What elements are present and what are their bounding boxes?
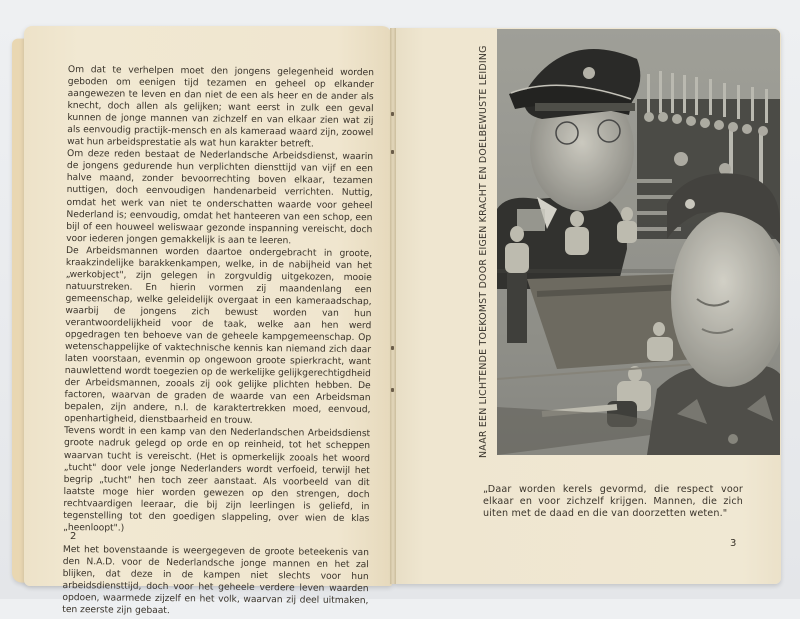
paragraph: Met het bovenstaande is weergegeven de groote beteekenis van den N.A.D. voor de Nederlandsche jonge mannen en het zal blijken, dat deze in de kampen niet slechts voor hun arbeidsdiensttijd, doch voor het geheele verdere leven waarden opdoen, waarmede zijzelf en het volk, waarvan zij deel uitmaken, ten zeerste zijn gebaat. bbox=[62, 543, 369, 617]
left-page-body bbox=[62, 64, 374, 619]
staple-stitch bbox=[391, 150, 394, 154]
paragraph: Tevens wordt in een kamp van den Nederlandschen Arbeidsdienst groote nadruk gelegd op orde en op reinheid, tot het scheppen waarvan tucht is vereischt. (Het is opmerkelijk zooals het woord „tucht" door vele jonge Nederlanders wordt verfoeid, terwijl het begrip „tucht" hen toch zeer aanstaat. Als voorbeeld van dit laatste moge hier worden gewezen op den strengen, doch rechtvaardigen leeraar, die bij zijn leerlingen is geliefd, in tegenstelling tot den goedigen slappeling, over wien de klas „heenloopt".) bbox=[63, 425, 371, 534]
paragraph: De Arbeidsmannen worden daartoe ondergebracht in groote, kraakzindelijke barakkenkampen, welke, in de nabijheid van het „werkobject", zijn gelegen in zorgvuldig uitgekozen, mooie natuurstreken. En hierin vormen zij maandenlang een gemeenschap, welke geleidelijk overgaat in een kameraadschap, waarbij de jongens zich bewust worden van hun verantwoordelijkheid voor de taak, welke aan hen werd opgedragen ten behoeve van de geheele kampgemeenschap. Op wetenschappelijke of vaktechnische kennis kan niemand zich daar laten voorstaan, evenmin op ongewoon groote spierkracht, want nauwlettend wordt toegezien op de werkelijke gelijkgerechtigdheid der Arbeidsmannen, zooals zij ook gelijke plichten hebben. De factoren, waarvan de graden de waarde van een Arbeidsman bepalen, zijn andere, n.l. de karaktertrekken moed, eenvoud, openhartigheid, dienstbaarheid en trouw. bbox=[64, 244, 373, 427]
staple-stitch bbox=[391, 346, 394, 350]
page-number-left: 2 bbox=[70, 531, 77, 542]
paragraph: Om dat te verhelpen moet den jongens gelegenheid worden geboden om eenigen tijd tezamen en geheel op elkander aangewezen te leven en dan niet de een als heer en de ander als knecht, doch allen als gelijken; want eerst in zulk een geval kunnen de jonge mannen van zichzelf en van elkaar zien wat zij als eenvoudig practijk-mensch en als kameraad waard zijn, zoowel wat hun arbeidsprestatie als wat hun karakter betreft. bbox=[67, 64, 374, 150]
staple-stitch bbox=[391, 112, 394, 116]
paragraph: Om deze reden bestaat de Nederlandsche Arbeidsdienst, waarin de jongens gedurende hun verplichten diensttijd van vijf en een halve maand, zonder bevoorrechting boven elkaar, tezamen nuttigen, doch eenvoudigen handenarbeid verrichten. Nuttig, omdat het werk van niet te onderschatten waarde voor geheel Nederland is; eenvoudig, omdat het hanteeren van een schop, een bijl of een houweel weliswaar gezonde inspanning vereischt, doch voor iederen jongen gemakkelijk is aan te leeren. bbox=[66, 148, 374, 247]
staple-stitch bbox=[391, 388, 394, 392]
photomontage bbox=[497, 29, 780, 455]
page-number-right: 3 bbox=[730, 538, 737, 549]
vertical-caption: NAAR EEN LICHTENDE TOEKOMST DOOR EIGEN KRACHT EN DOELBEWUSTE LEIDING bbox=[478, 45, 489, 458]
photo-quote: „Daar worden kerels gevormd, die respect voor elkaar en voor zichzelf krijgen. Mannen, die zich uiten met de daad en die van doorzetten weten." bbox=[483, 484, 743, 520]
